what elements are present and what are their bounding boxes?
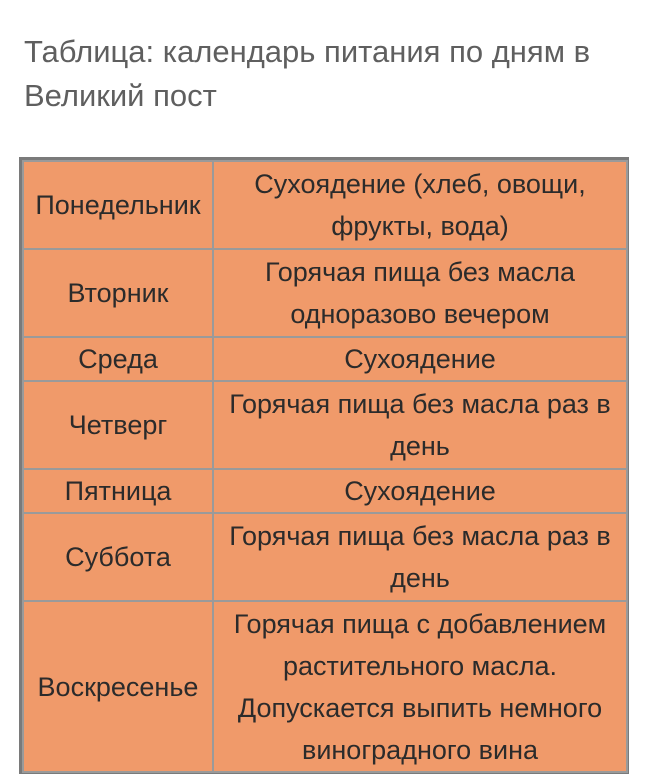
table: [22, 160, 628, 773]
table-row: [23, 337, 627, 381]
day-cell: Воскресенье: [23, 601, 213, 772]
day-cell: Суббота: [23, 513, 213, 601]
day-cell: Среда: [23, 337, 213, 381]
table-row: [23, 161, 627, 249]
table-row: [23, 513, 627, 601]
diet-cell: Горячая пища без масла раз в день: [213, 381, 627, 469]
page-title: Таблица: календарь питания по дням в Великий пост: [24, 34, 591, 113]
day-cell: Вторник: [23, 249, 213, 337]
day-cell: Четверг: [23, 381, 213, 469]
fasting-calendar-table: [19, 157, 629, 774]
diet-cell: Горячая пища с добавлением растительного масла. Допускается выпить немного виноградного вина: [213, 601, 627, 772]
table-row: [23, 469, 627, 513]
diet-cell: Горячая пища без масла одноразово вечером: [213, 249, 627, 337]
diet-cell: Сухоядение: [213, 469, 627, 513]
diet-cell: Горячая пища без масла раз в день: [213, 513, 627, 601]
table-row: [23, 249, 627, 337]
day-cell: Понедельник: [23, 161, 213, 249]
table-row: [23, 381, 627, 469]
table-row: [23, 601, 627, 772]
diet-cell: Сухоядение (хлеб, овощи, фрукты, вода): [213, 161, 627, 249]
diet-cell: Сухоядение: [213, 337, 627, 381]
day-cell: Пятница: [23, 469, 213, 513]
